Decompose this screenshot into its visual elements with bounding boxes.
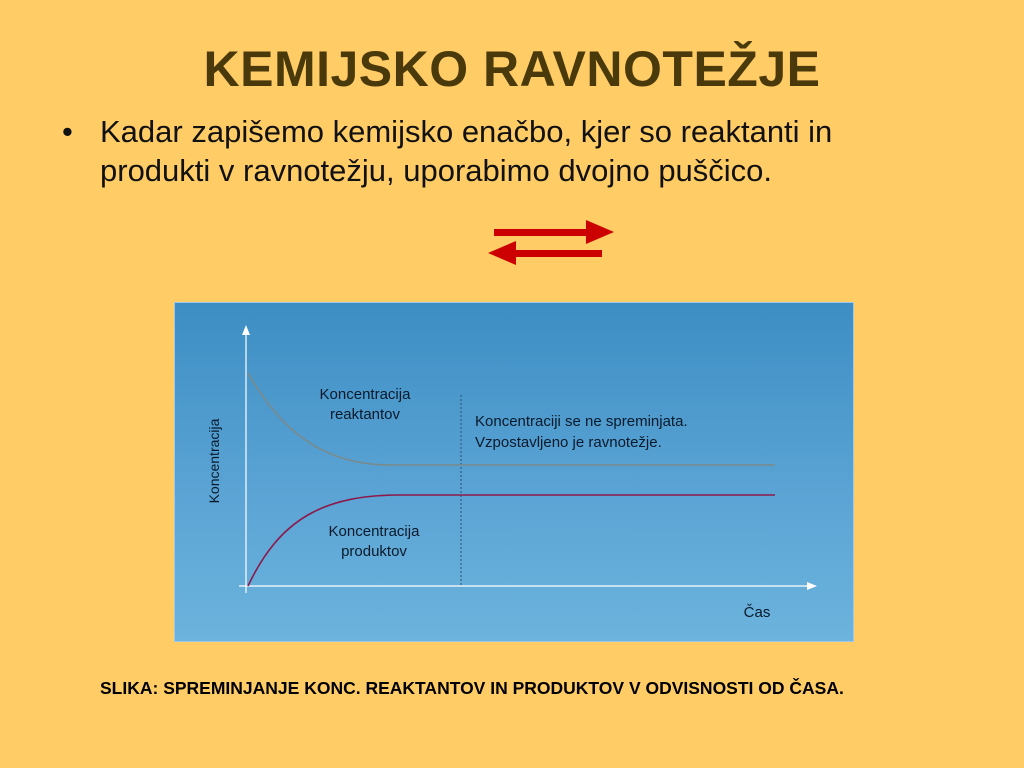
x-axis-arrowhead-icon (807, 582, 817, 590)
equilibrium-note-line1: Koncentraciji se ne spreminjata. (475, 413, 688, 430)
products-label-line2: produktov (341, 543, 407, 560)
concentration-time-graph (175, 303, 855, 643)
bullet-marker: • (62, 114, 73, 149)
reactants-label-line1: Koncentracija (319, 386, 411, 403)
forward-arrow-icon (494, 220, 614, 244)
equilibrium-note-line2: Vzpostavljeno je ravnotežje. (475, 434, 662, 451)
products-curve (248, 495, 775, 586)
equilibrium-double-arrow-icon (486, 214, 620, 270)
figure-caption: SLIKA: SPREMINJANJE KONC. REAKTANTOV IN PRODUKTOV V ODVISNOSTI OD ČASA. (100, 678, 844, 698)
x-axis-label: Čas (743, 604, 771, 621)
reactants-label-line2: reaktantov (329, 406, 401, 423)
products-label-line1: Koncentracija (328, 523, 420, 540)
y-axis-label: Koncentracija (206, 418, 222, 504)
concentration-time-figure (174, 302, 854, 642)
reverse-arrow-icon (488, 241, 602, 265)
y-axis-arrowhead-icon (242, 325, 250, 335)
bullet-text: Kadar zapišemo kemijsko enačbo, kjer so reaktanti in produkti v ravnotežju, uporabimo dvojno puščico. (100, 114, 833, 188)
slide-title: KEMIJSKO RAVNOTEŽJE (203, 41, 821, 97)
